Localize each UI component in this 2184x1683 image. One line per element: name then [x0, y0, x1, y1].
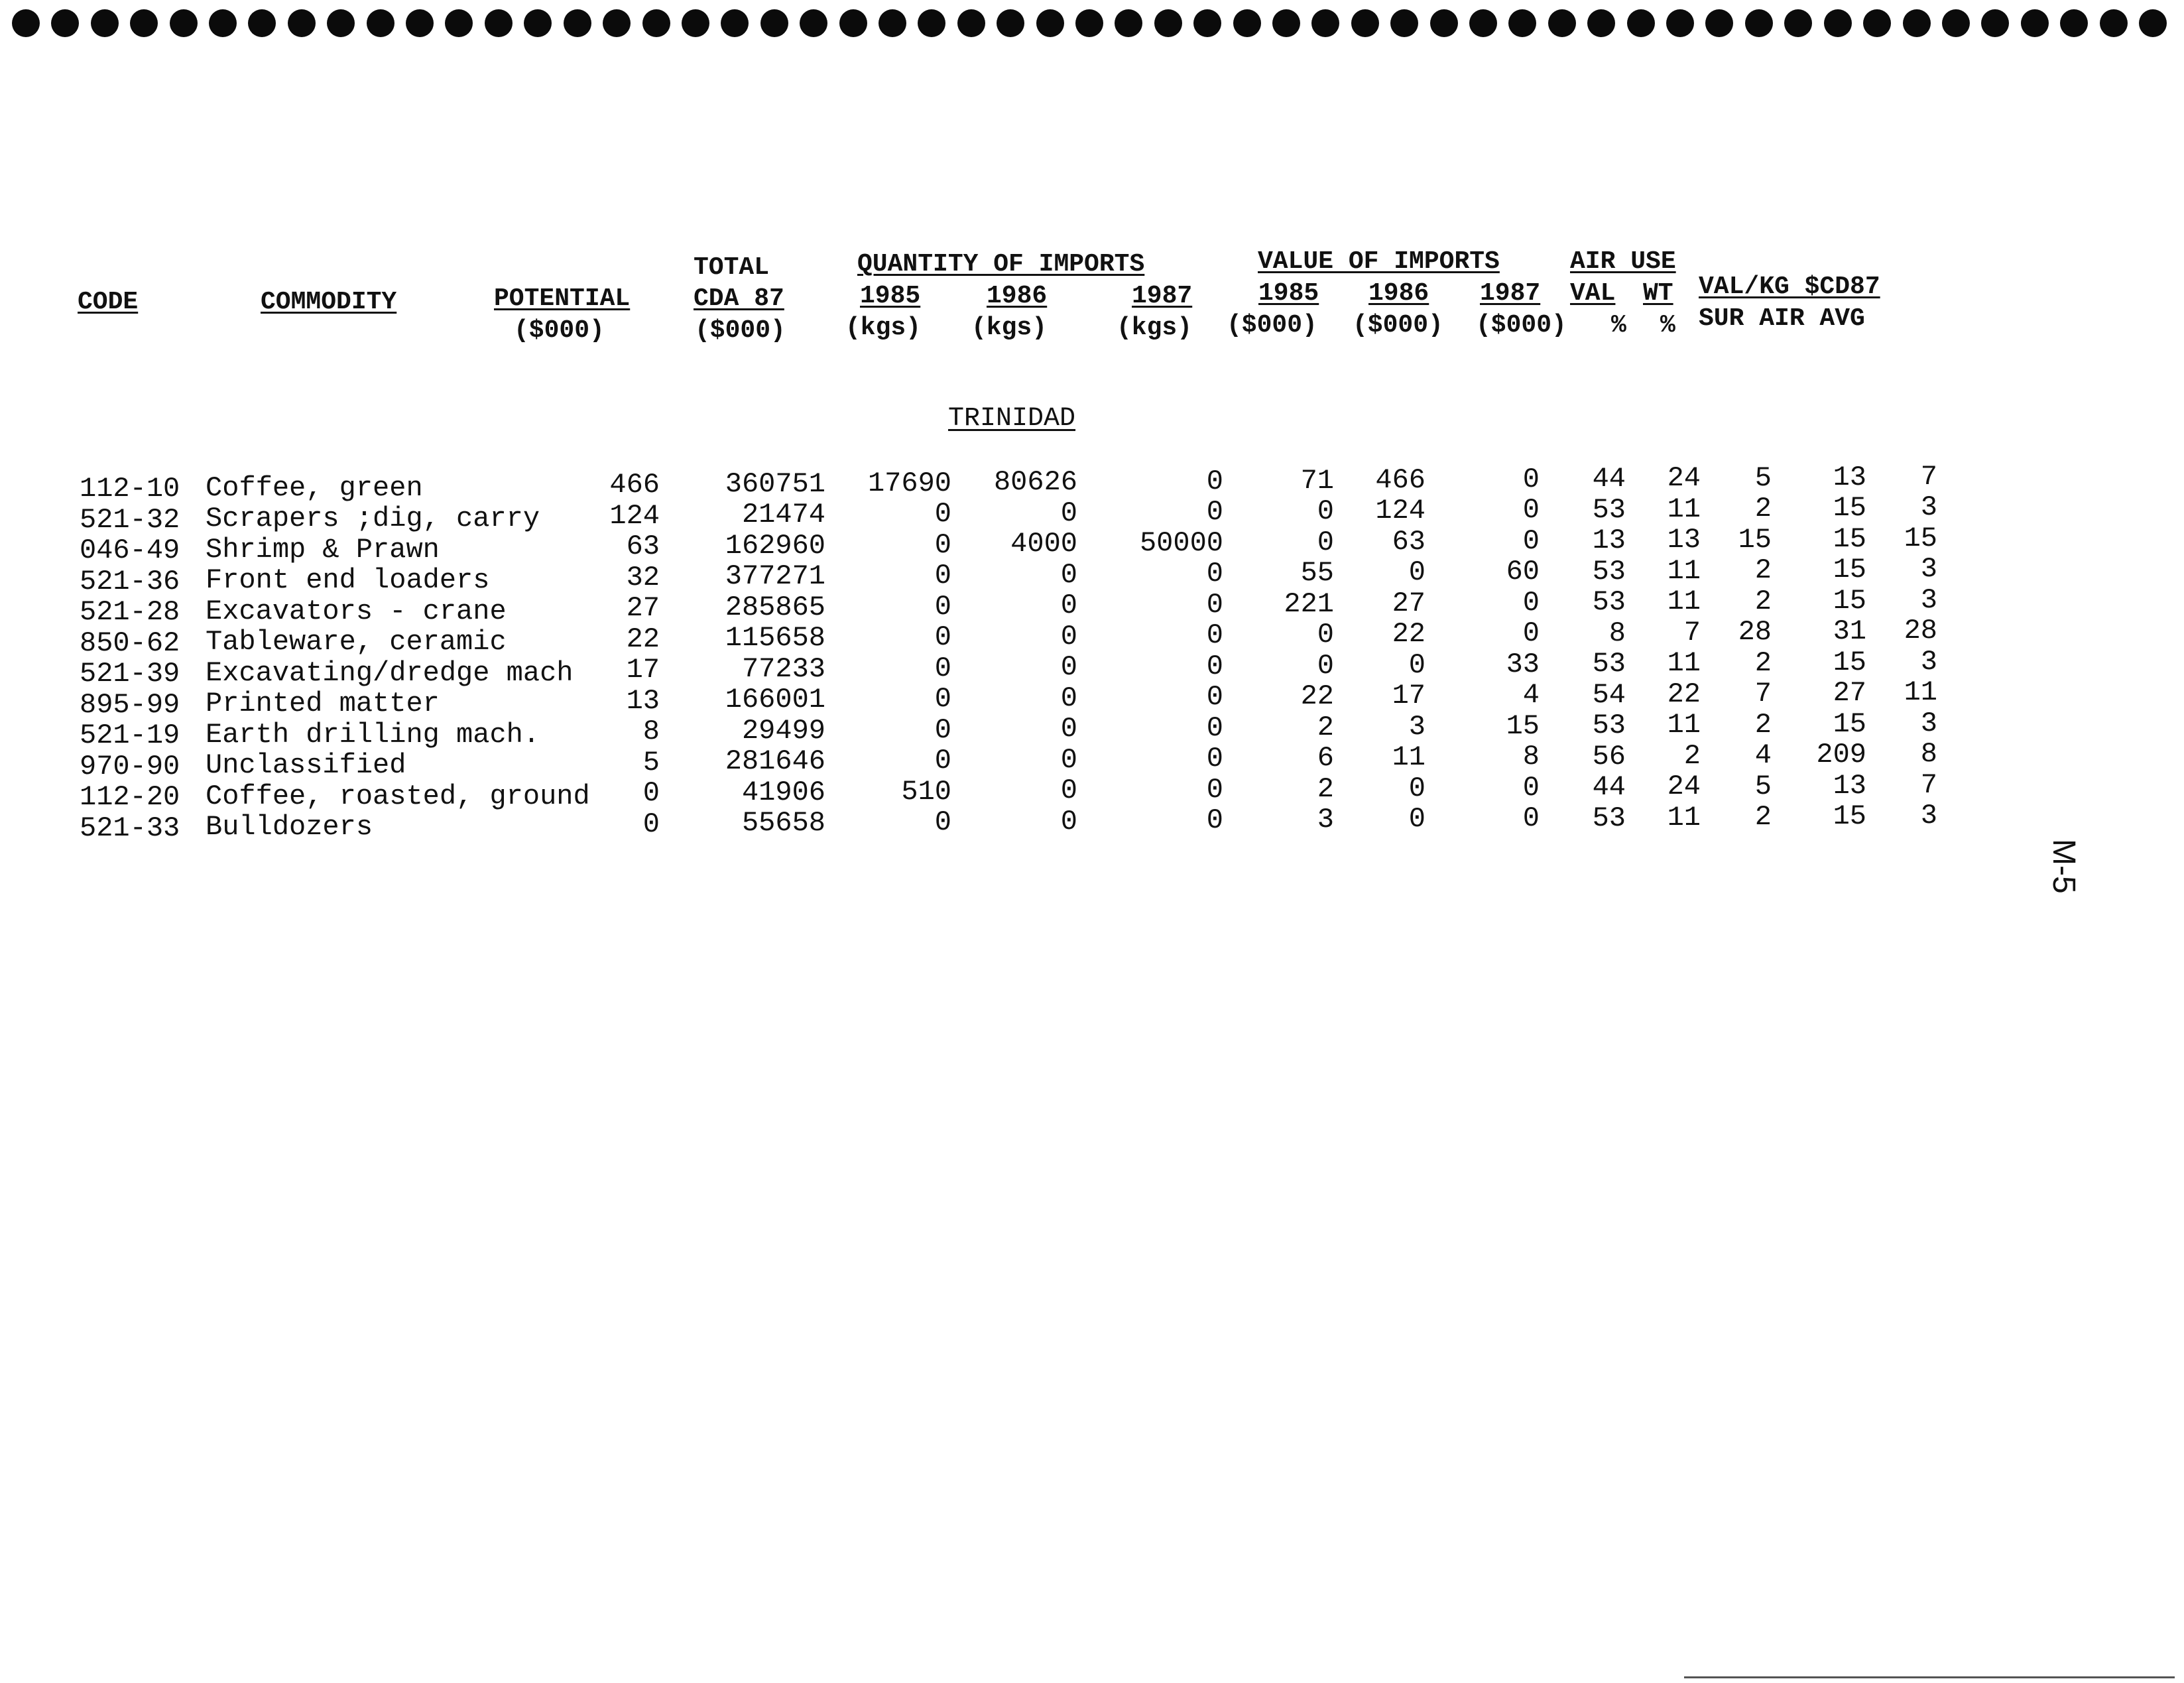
perforation-hole: [2060, 9, 2088, 37]
header-code: CODE: [78, 288, 139, 316]
bottom-rule: [1684, 1676, 2175, 1678]
cell-potential: 27: [626, 592, 660, 625]
header-cda87: CDA 87: [694, 284, 784, 313]
cell-air: 15: [1833, 523, 1866, 555]
cell-q1985: 0: [934, 652, 951, 684]
header-valkg-group: VAL/KG $CD87: [1699, 273, 1880, 301]
cell-q1985: 0: [934, 806, 951, 839]
cell-sur: 2: [1754, 585, 1772, 617]
cell-v1985: 0: [1317, 649, 1334, 682]
cell-v1986: 27: [1392, 587, 1426, 619]
cell-avg: 3: [1920, 584, 1937, 616]
cell-q1986: 80626: [993, 466, 1077, 499]
cell-potential: 0: [642, 777, 660, 810]
perforation-hole: [2100, 9, 2128, 37]
cell-air-val: 53: [1592, 555, 1626, 588]
cell-v1985: 0: [1317, 526, 1334, 558]
cell-air: 15: [1833, 492, 1866, 525]
cell-v1986: 0: [1408, 772, 1426, 804]
cell-commodity: Coffee, green: [206, 471, 423, 504]
cell-air-wt: 11: [1667, 586, 1701, 618]
header-total: TOTAL: [694, 253, 770, 282]
cell-air: 15: [1833, 554, 1866, 586]
header-val-1987: 1987: [1480, 279, 1541, 308]
cell-q1987: 0: [1206, 773, 1223, 806]
cell-q1987: 0: [1206, 681, 1223, 714]
cell-air-wt: 2: [1683, 739, 1701, 772]
perforation-hole: [1351, 9, 1379, 37]
cell-q1986: 0: [1060, 620, 1077, 653]
cell-code: 112-10: [80, 473, 180, 505]
cell-air-val: 53: [1592, 586, 1626, 618]
perforation-hole: [1469, 9, 1497, 37]
perforation-hole: [957, 9, 985, 37]
cell-sur: 7: [1754, 678, 1772, 710]
cell-potential: 17: [626, 654, 660, 686]
header-air-wt: WT: [1643, 279, 1673, 308]
perforation-hole: [445, 9, 473, 37]
cell-q1985: 17690: [867, 467, 951, 499]
header-total-unit: ($000): [695, 316, 786, 345]
cell-code: 521-32: [80, 503, 180, 536]
cell-q1987: 0: [1206, 496, 1223, 529]
perforation-hole: [1548, 9, 1576, 37]
cell-v1987: 0: [1522, 802, 1540, 835]
cell-air-val: 53: [1592, 493, 1626, 526]
header-potential-unit: ($000): [514, 316, 605, 345]
cell-q1985: 0: [934, 560, 951, 592]
header-val-unit-1987: ($000): [1476, 311, 1567, 340]
cell-q1986: 0: [1060, 558, 1077, 591]
header-val-1986: 1986: [1368, 279, 1429, 308]
cell-q1986: 0: [1060, 805, 1077, 838]
cell-sur: 15: [1738, 523, 1772, 556]
perforation-hole: [1784, 9, 1812, 37]
header-qty-unit-1987: (kgs): [1117, 314, 1193, 342]
header-quantity-group: QUANTITY OF IMPORTS: [857, 250, 1145, 279]
cell-q1986: 0: [1060, 590, 1077, 622]
cell-v1986: 63: [1392, 525, 1426, 558]
cell-q1986: 0: [1060, 651, 1077, 684]
cell-commodity: Scrapers ;dig, carry: [206, 503, 540, 535]
cell-avg: 15: [1904, 522, 1937, 554]
perforation-hole: [839, 9, 867, 37]
cell-q1987: 0: [1206, 712, 1223, 744]
perforation-hole: [1272, 9, 1300, 37]
cell-v1987: 0: [1522, 463, 1540, 495]
cell-v1985: 2: [1317, 773, 1334, 805]
cell-air-val: 54: [1592, 678, 1626, 711]
cell-q1985: 0: [934, 498, 951, 530]
section-title: TRINIDAD: [948, 404, 1076, 434]
header-val-1985: 1985: [1258, 279, 1319, 308]
cell-v1985: 2: [1317, 711, 1334, 743]
perforation-hole: [2021, 9, 2049, 37]
cell-air-val: 53: [1592, 802, 1626, 834]
cell-total: 162960: [725, 529, 825, 562]
perforation-hole: [1824, 9, 1852, 37]
header-qty-1986: 1986: [987, 282, 1048, 310]
cell-v1986: 466: [1375, 464, 1426, 496]
cell-total: 281646: [725, 745, 825, 778]
perforation-hole: [367, 9, 394, 37]
header-air-use-group: AIR USE: [1570, 247, 1676, 276]
cell-v1985: 3: [1317, 804, 1334, 836]
cell-air-val: 13: [1592, 525, 1626, 556]
cell-commodity: Earth drilling mach.: [206, 718, 540, 751]
cell-air: 15: [1833, 800, 1866, 833]
cell-air: 31: [1833, 615, 1866, 648]
perforation-hole: [1036, 9, 1064, 37]
header-commodity: COMMODITY: [261, 288, 397, 316]
perforation-hole: [12, 9, 40, 37]
perforation-hole: [1193, 9, 1221, 37]
cell-code: 112-20: [80, 781, 180, 813]
cell-sur: 2: [1754, 801, 1772, 834]
cell-air-wt: 11: [1667, 493, 1701, 525]
cell-avg: 11: [1904, 676, 1937, 709]
perforation-hole: [760, 9, 788, 37]
cell-potential: 32: [626, 561, 660, 593]
perforation-hole: [209, 9, 237, 37]
cell-v1987: 4: [1522, 679, 1540, 712]
perforation-hole: [1075, 9, 1103, 37]
cell-code: 895-99: [80, 688, 180, 721]
cell-commodity: Front end loaders: [206, 564, 490, 597]
perforation-hole: [51, 9, 79, 37]
cell-v1986: 17: [1392, 680, 1426, 712]
cell-v1987: 0: [1522, 525, 1540, 557]
cell-total: 377271: [725, 560, 825, 593]
header-potential: POTENTIAL: [494, 284, 631, 313]
perforation-hole: [682, 9, 709, 37]
cell-v1986: 0: [1408, 556, 1426, 589]
cell-total: 21474: [741, 499, 825, 531]
cell-potential: 5: [642, 746, 660, 779]
perforation-hole: [1863, 9, 1891, 37]
perforation-hole: [1508, 9, 1536, 37]
cell-q1985: 510: [901, 775, 951, 808]
header-qty-1987: 1987: [1132, 282, 1193, 310]
cell-air-wt: 11: [1667, 709, 1701, 741]
cell-sur: 28: [1738, 616, 1772, 649]
perforation-hole: [1430, 9, 1458, 37]
cell-sur: 2: [1754, 493, 1772, 525]
cell-total: 166001: [725, 684, 825, 716]
perforation-hole: [485, 9, 513, 37]
cell-commodity: Excavating/dredge mach: [206, 656, 574, 689]
cell-v1987: 0: [1522, 771, 1540, 804]
cell-q1987: 0: [1206, 465, 1223, 497]
cell-commodity: Coffee, roasted, ground: [206, 780, 590, 812]
cell-v1985: 221: [1284, 588, 1334, 620]
cell-q1986: 0: [1060, 775, 1077, 807]
cell-commodity: Excavators - crane: [206, 595, 507, 627]
cell-code: 046-49: [80, 534, 180, 566]
perforation-hole: [1903, 9, 1931, 37]
cell-code: 970-90: [80, 750, 180, 782]
cell-sur: 5: [1754, 770, 1772, 802]
cell-air-wt: 11: [1667, 647, 1701, 680]
perforation-hole: [800, 9, 827, 37]
cell-avg: 3: [1920, 491, 1937, 524]
cell-v1985: 22: [1300, 680, 1334, 713]
cell-avg: 3: [1920, 707, 1937, 739]
cell-v1985: 55: [1300, 557, 1334, 590]
cell-air: 15: [1833, 646, 1866, 678]
cell-q1985: 0: [934, 621, 951, 654]
cell-total: 41906: [741, 776, 825, 808]
cell-v1987: 0: [1522, 617, 1540, 650]
cell-commodity: Unclassified: [206, 749, 406, 782]
cell-commodity: Shrimp & Prawn: [206, 533, 440, 566]
header-air-val-unit: %: [1611, 311, 1626, 340]
cell-v1985: 0: [1317, 619, 1334, 651]
cell-commodity: Bulldozers: [206, 811, 373, 843]
cell-v1986: 0: [1408, 649, 1426, 681]
cell-v1986: 11: [1392, 741, 1426, 774]
cell-air: 13: [1833, 461, 1866, 493]
cell-v1987: 60: [1506, 556, 1540, 588]
cell-q1985: 0: [934, 590, 951, 623]
cell-air-val: 56: [1592, 740, 1626, 773]
perforation-strip: [12, 9, 2167, 40]
header-qty-1985: 1985: [860, 282, 921, 310]
cell-code: 521-36: [80, 565, 180, 597]
cell-avg: 3: [1920, 800, 1937, 832]
cell-air: 15: [1833, 584, 1866, 617]
cell-potential: 124: [609, 499, 660, 532]
cell-q1985: 0: [934, 714, 951, 746]
cell-avg: 28: [1904, 615, 1937, 647]
cell-v1986: 124: [1375, 495, 1426, 527]
cell-q1987: 0: [1206, 650, 1223, 682]
cell-v1985: 71: [1300, 464, 1334, 497]
perforation-hole: [170, 9, 198, 37]
cell-air-val: 44: [1592, 771, 1626, 803]
cell-air-wt: 11: [1667, 801, 1701, 834]
perforation-hole: [642, 9, 670, 37]
perforation-hole: [327, 9, 355, 37]
perforation-hole: [918, 9, 945, 37]
cell-q1987: 0: [1206, 558, 1223, 590]
cell-v1986: 0: [1408, 803, 1426, 836]
perforation-hole: [2139, 9, 2167, 37]
perforation-hole: [1666, 9, 1694, 37]
cell-avg: 7: [1920, 460, 1937, 493]
cell-q1987: 0: [1206, 804, 1223, 837]
perforation-hole: [879, 9, 906, 37]
perforation-hole: [1745, 9, 1773, 37]
cell-q1987: 0: [1206, 743, 1223, 775]
perforation-hole: [997, 9, 1024, 37]
cell-total: 29499: [741, 714, 825, 747]
cell-total: 55658: [741, 807, 825, 840]
perforation-hole: [288, 9, 316, 37]
cell-sur: 2: [1754, 647, 1772, 679]
cell-potential: 63: [626, 530, 660, 563]
cell-v1985: 6: [1317, 742, 1334, 775]
cell-code: 850-62: [80, 627, 180, 659]
cell-q1985: 0: [934, 529, 951, 561]
header-air-wt-unit: %: [1660, 311, 1675, 340]
cell-code: 521-28: [80, 596, 180, 628]
perforation-hole: [1981, 9, 2009, 37]
perforation-hole: [1154, 9, 1182, 37]
cell-v1987: 33: [1506, 648, 1540, 680]
cell-q1986: 4000: [1010, 528, 1077, 560]
perforation-hole: [1705, 9, 1733, 37]
cell-q1987: 0: [1206, 619, 1223, 652]
perforation-hole: [1115, 9, 1142, 37]
cell-v1987: 0: [1522, 586, 1540, 619]
cell-q1987: 50000: [1139, 527, 1223, 559]
cell-air: 209: [1816, 739, 1866, 771]
cell-potential: 8: [642, 716, 660, 748]
cell-q1987: 0: [1206, 588, 1223, 621]
header-qty-unit-1986: (kgs): [971, 314, 1048, 342]
cell-avg: 7: [1920, 769, 1937, 801]
perforation-hole: [1587, 9, 1615, 37]
perforation-hole: [248, 9, 276, 37]
perforation-hole: [1942, 9, 1970, 37]
perforation-hole: [1627, 9, 1655, 37]
cell-total: 77233: [741, 653, 825, 685]
cell-sur: 5: [1754, 462, 1772, 494]
cell-total: 285865: [725, 591, 825, 623]
cell-air-val: 53: [1592, 710, 1626, 741]
cell-v1986: 22: [1392, 618, 1426, 651]
cell-q1985: 0: [934, 683, 951, 716]
cell-sur: 2: [1754, 708, 1772, 741]
cell-q1986: 0: [1060, 497, 1077, 529]
cell-commodity: Tableware, ceramic: [206, 626, 507, 658]
cell-potential: 13: [626, 684, 660, 717]
perforation-hole: [406, 9, 434, 37]
perforation-hole: [721, 9, 749, 37]
cell-q1985: 0: [934, 745, 951, 777]
header-val-unit-1986: ($000): [1353, 311, 1443, 340]
perforation-hole: [1390, 9, 1418, 37]
cell-potential: 466: [609, 469, 660, 501]
cell-v1987: 0: [1522, 494, 1540, 527]
header-air-val: VAL: [1570, 279, 1616, 308]
cell-q1986: 0: [1060, 682, 1077, 714]
cell-code: 521-39: [80, 658, 180, 690]
cell-air-wt: 11: [1667, 554, 1701, 587]
cell-air-val: 8: [1608, 617, 1626, 649]
perforation-hole: [91, 9, 119, 37]
cell-avg: 8: [1920, 738, 1937, 771]
cell-air-wt: 7: [1683, 616, 1701, 649]
cell-air-wt: 22: [1667, 678, 1701, 710]
header-qty-unit-1985: (kgs): [845, 314, 922, 342]
cell-v1986: 3: [1408, 710, 1426, 743]
perforation-hole: [564, 9, 591, 37]
cell-potential: 0: [642, 808, 660, 840]
perforation-hole: [1311, 9, 1339, 37]
cell-air-wt: 24: [1667, 771, 1701, 803]
cell-total: 360751: [725, 468, 825, 500]
cell-code: 521-33: [80, 812, 180, 844]
cell-air-wt: 24: [1667, 462, 1701, 495]
cell-code: 521-19: [80, 719, 180, 751]
cell-sur: 4: [1754, 739, 1772, 772]
cell-air: 15: [1833, 708, 1866, 740]
cell-sur: 2: [1754, 554, 1772, 587]
perforation-hole: [524, 9, 552, 37]
cell-air-val: 53: [1592, 648, 1626, 680]
header-val-unit-1985: ($000): [1227, 311, 1317, 340]
cell-avg: 3: [1920, 553, 1937, 586]
perforation-hole: [1233, 9, 1261, 37]
cell-v1985: 0: [1317, 495, 1334, 528]
cell-air: 27: [1833, 677, 1866, 710]
cell-air-val: 44: [1592, 463, 1626, 495]
perforation-hole: [603, 9, 631, 37]
cell-air: 13: [1833, 769, 1866, 802]
cell-q1986: 0: [1060, 713, 1077, 745]
header-value-group: VALUE OF IMPORTS: [1258, 247, 1500, 276]
cell-avg: 3: [1920, 645, 1937, 678]
page-identifier: M-5: [2046, 839, 2081, 894]
cell-potential: 22: [626, 623, 660, 655]
cell-v1987: 8: [1522, 741, 1540, 773]
cell-total: 115658: [725, 622, 825, 654]
cell-q1986: 0: [1060, 743, 1077, 776]
header-valkg-sub: SUR AIR AVG: [1699, 304, 1865, 333]
perforation-hole: [130, 9, 158, 37]
cell-v1987: 15: [1506, 710, 1540, 742]
cell-air-wt: 13: [1667, 524, 1701, 556]
cell-commodity: Printed matter: [206, 688, 440, 720]
